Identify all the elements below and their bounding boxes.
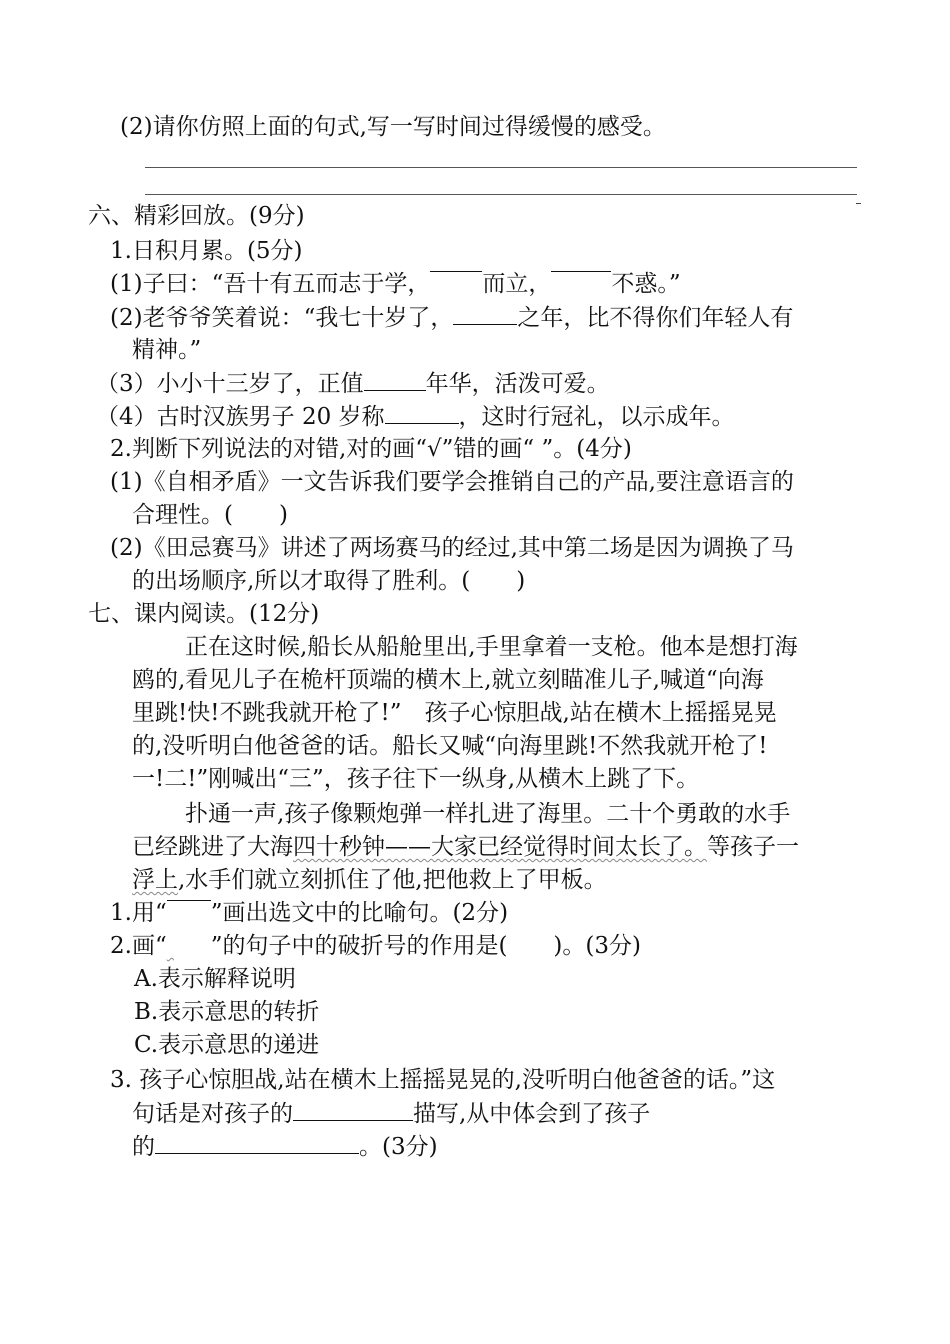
q6-2-2: (2)《田忌赛马》讲述了两场赛马的经过,其中第二场是因为调换了马 [110, 535, 794, 561]
q6-1-3-text-b: 年华，活泼可爱。 [425, 371, 610, 397]
passage-text: ,水手们就立刻抓住了他,把他救上了甲板。 [178, 867, 607, 893]
q6-1-3 [96, 368, 610, 399]
wavy-underlined-sentence-end: 浮上 [132, 867, 178, 893]
q6-1-title: 1.日积月累。(5分) [110, 238, 303, 264]
q7-3-text-e: 。(3分) [359, 1134, 438, 1160]
q7-3-line2 [132, 1098, 650, 1129]
q7-2-text-b: ”的句子中的破折号的作用是( )。(3分) [210, 933, 641, 959]
fill-blank-5[interactable] [385, 401, 459, 424]
option-a[interactable]: A.表示解释说明 [134, 966, 296, 992]
q6-1-1-text-c: 不惑。” [611, 271, 681, 297]
answer-line-2[interactable] [145, 194, 857, 195]
q6-1-3-text-a: （3）小小十三岁了，正值 [96, 371, 364, 397]
passage-line: 扑通一声,孩子像颗炮弹一样扎进了海里。二十个勇敢的水手 [185, 801, 791, 827]
fill-blank-1[interactable] [430, 269, 482, 299]
q7-3-line3 [132, 1131, 438, 1162]
q7-3-text-b: 句话是对孩子的 [132, 1101, 293, 1127]
answer-line-1[interactable] [145, 167, 857, 168]
q7-2-text-a: 2.画“ [110, 933, 167, 959]
q6-2-1: (1)《自相矛盾》一文告诉我们要学会推销自己的产品,要注意语言的 [110, 469, 794, 495]
fill-blank-4[interactable] [364, 368, 426, 391]
q6-1-2-text-a: (2)老爷爷笑着说：“我七十岁了， [110, 305, 454, 331]
q6-2-2-cont[interactable]: 的出场顺序,所以才取得了胜利。( ) [132, 568, 526, 594]
passage-line: 一!二!”刚喊出“三”，孩子往下一纵身,从横木上跳了下。 [132, 766, 700, 792]
q6-1-2-text-b: 之年，比不得你们年轻人有 [517, 305, 794, 331]
q7-3-text-c: 描写,从中体会到了孩子 [413, 1101, 651, 1127]
option-c[interactable]: C.表示意思的递进 [134, 1032, 320, 1058]
section-7-heading: 七、课内阅读。(12分) [88, 601, 320, 627]
passage-line: 正在这时候,船长从船舱里出,手里拿着一支枪。他本是想打海 [185, 634, 798, 660]
passage-line [132, 865, 607, 895]
q6-1-1-text-a: (1)子曰：“吾十有五而志于学， [110, 271, 431, 297]
q6-1-1-text-b: 而立， [482, 271, 552, 297]
part5-q2: (2)请你仿照上面的句式,写一写时间过得缓慢的感受。 [120, 114, 666, 140]
q7-1-text-b: ”画出选文中的比喻句。(2分) [210, 900, 509, 926]
passage-line: 鸥的,看见儿子在桅杆顶端的横木上,就立刻瞄准儿子,喊道“向海 [132, 667, 764, 693]
passage-line: 里跳!快!不跳我就开枪了!” 孩子心惊胆战,站在横木上摇摇晃晃 [132, 700, 777, 726]
q6-1-2-cont: 精神。” [132, 337, 202, 363]
page-mark [856, 203, 861, 204]
q6-1-4 [96, 401, 735, 432]
passage-text: 等孩子一 [707, 834, 799, 860]
fill-blank-2[interactable] [551, 269, 611, 299]
option-b[interactable]: B.表示意思的转折 [134, 999, 320, 1025]
q7-1-text-a: 1.用“ [110, 900, 167, 926]
fill-blank-3[interactable] [453, 302, 517, 325]
q7-3: 3. 孩子心惊胆战,站在横木上摇摇晃晃的,没听明白他爸爸的话。”这 [110, 1067, 776, 1093]
passage-line [132, 832, 799, 862]
q6-1-4-text-b: ，这时行冠礼，以示成年。 [458, 404, 735, 430]
q6-1-1 [110, 269, 681, 299]
q7-1 [110, 898, 508, 928]
fill-blank-6[interactable] [293, 1098, 413, 1121]
wavy-underlined-sentence: 四十秒钟——大家已经觉得时间太长了。 [293, 834, 707, 860]
q6-1-2 [110, 302, 793, 333]
straight-line-symbol [167, 898, 211, 928]
q6-2-1-cont[interactable]: 合理性。( ) [132, 502, 288, 528]
fill-blank-7[interactable] [155, 1131, 359, 1154]
q6-1-4-text-a: （4）古时汉族男子 20 岁称 [96, 404, 385, 430]
wavy-line-symbol [167, 931, 211, 961]
q7-2 [110, 931, 641, 961]
q6-2-title: 2.判断下列说法的对错,对的画“√”错的画“ ”。(4分) [110, 436, 632, 462]
passage-line: 的,没听明白他爸爸的话。船长又喊“向海里跳!不然我就开枪了! [132, 733, 768, 759]
passage-text: 已经跳进了大海 [132, 834, 293, 860]
section-6-heading: 六、精彩回放。(9分) [88, 203, 305, 229]
q7-3-text-d: 的 [132, 1134, 155, 1160]
